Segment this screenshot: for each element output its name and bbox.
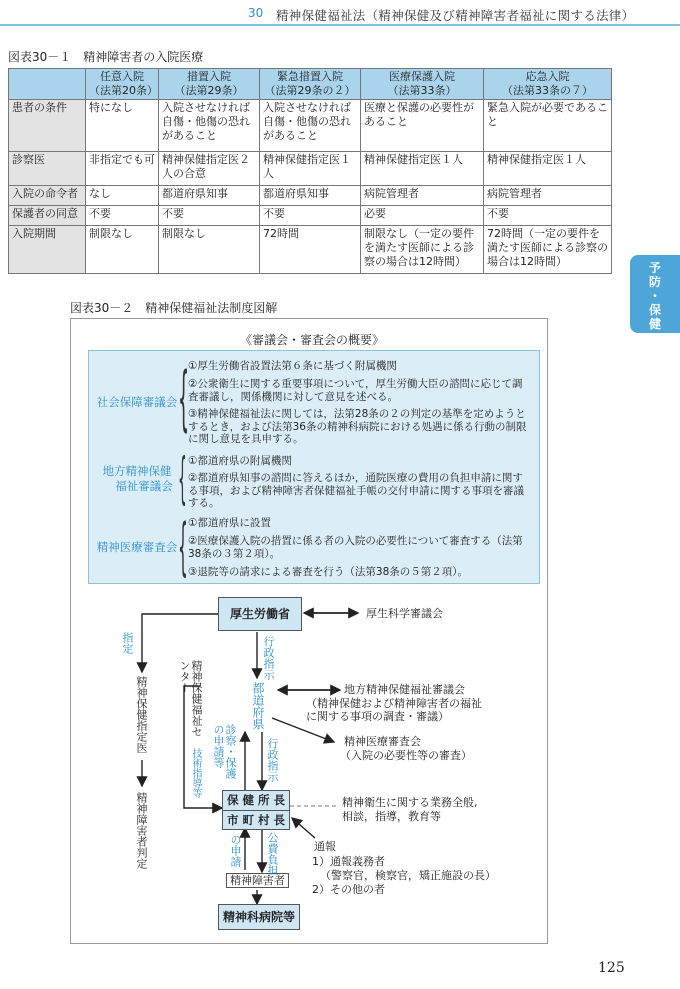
table-cell: 不要	[159, 206, 260, 226]
label-designation: 指定	[121, 632, 134, 654]
label-exam-request: 診察・保護の申請等	[212, 724, 237, 779]
council-item: ③精神保健福祉法に関しては，法第28条の２の判定の基準を定めようとするとき，および法第36条の精神科病院における処遇に係る行動の制限に関し意見を具申する。	[188, 408, 527, 445]
table-cell: 不要	[484, 206, 612, 226]
node-patient: 精神障害者	[226, 873, 289, 888]
node-hospital: 精神科病院等	[218, 904, 300, 930]
row-header: 診察医	[9, 152, 86, 186]
node-prefecture: 都道府県	[251, 682, 265, 730]
label-notice-1-detail: （警察官，検察官，矯正施設の長）	[320, 869, 496, 882]
table-cell: 非指定でも可	[86, 152, 159, 186]
label-judgment: 精神障害者判定	[135, 792, 148, 869]
chapter-title: 精神保健福祉法（精神保健及び精神障害者福祉に関する法律）	[276, 8, 635, 23]
label-science-council: 厚生科学審議会	[366, 607, 443, 620]
table-cell: 72時間	[260, 226, 361, 274]
label-admin-guidance-2: 行政指示	[266, 738, 279, 782]
brace-icon: {	[178, 446, 187, 510]
label-admin-guidance: 行政指示	[262, 636, 275, 680]
side-tab-char: 保	[648, 303, 661, 317]
table-cell: 制限なし	[159, 226, 260, 274]
node-health-center: 保 健 所 長	[226, 793, 285, 807]
table-cell: 入院させなければ自傷・他傷の恐れがあること	[260, 100, 361, 152]
council-name-social-security: 社会保障審議会	[96, 395, 178, 409]
label-public-cost: 公費負担	[266, 832, 279, 876]
council-name-local: 地方精神保健 福祉審議会	[102, 464, 173, 493]
label-review-board: 精神医療審査会	[344, 735, 421, 748]
label-mh-center: 精神保健福祉センター	[178, 660, 203, 737]
table-cell: 精神保健指定医１人	[361, 152, 484, 186]
label-local-council: 地方精神保健福祉審議会	[344, 683, 465, 696]
council-item: ②公衆衛生に関する重要事項について，厚生労働大臣の諮問に応じて調査審議し，関係機関に対して意見を述べる。	[188, 378, 523, 403]
label-notice-2: 2）その他の者	[312, 883, 385, 896]
council-item: ②医療保護入院の措置に係る者の入院の必要性について審査する（法第38条の３第２項）。	[188, 535, 523, 560]
figure-caption: 図表30－２ 精神保健福祉法制度図解	[70, 301, 278, 315]
row-header: 保護者の同意	[9, 206, 86, 226]
label-application: の申請	[229, 834, 242, 867]
table-cell: 病院管理者	[361, 186, 484, 206]
council-overview-title: 《審議会・審査会の概要》	[240, 333, 385, 347]
label-review-board-desc: （入院の必要性等の審査）	[340, 749, 472, 762]
row-header: 入院の命令者	[9, 186, 86, 206]
side-tab-char: 防	[648, 275, 661, 289]
node-health-center-municipality	[222, 790, 290, 830]
page-number: 125	[598, 960, 625, 976]
chapter-number: 30	[248, 6, 264, 20]
table-cell: 医療と保護の必要性があること	[361, 100, 484, 152]
label-designated-doctor: 精神保健指定医	[135, 676, 148, 753]
table-cell: 緊急入院が必要であること	[484, 100, 612, 152]
council-item: ①都道府県の附属機関	[188, 455, 292, 467]
label-local-council-desc: （精神保健および精神障害者の福祉に関する事項の調査・審議）	[306, 697, 482, 723]
column-header: 任意入院 （法第20条）	[86, 69, 159, 100]
table-cell: 必要	[361, 206, 484, 226]
table-cell: 精神保健指定医２人の合意	[159, 152, 260, 186]
column-header: 応急入院 （法第33条の７）	[484, 69, 612, 100]
node-mhlw: 厚生労働省	[218, 597, 302, 631]
node-municipality: 市 町 村 長	[223, 810, 289, 830]
council-item: ①厚生労働省設置法第６条に基づく附属機関	[188, 360, 397, 372]
side-tab-char: ・	[648, 289, 661, 303]
table-cell: 制限なし	[86, 226, 159, 274]
table-cell: 都道府県知事	[159, 186, 260, 206]
row-header: 入院期間	[9, 226, 86, 274]
column-header: 緊急措置入院 （法第29条の２）	[260, 69, 361, 100]
council-item: ②都道府県知事の諮問に答えるほか，通院医療の費用の負担申請に関する事項，および精神障害者保健福祉手帳の交付申請に関する事項を審議する。	[188, 472, 524, 509]
table-cell: 病院管理者	[484, 186, 612, 206]
brace-icon: {	[178, 357, 190, 439]
brace-icon: {	[178, 510, 188, 583]
table-cell: 制限なし（一定の要件を満たす医師による診察の場合は12時間）	[361, 226, 484, 274]
label-hc-duties-1: 精神衛生に関する業務全般,	[342, 796, 478, 809]
label-notice-title: 通報	[314, 840, 336, 853]
table-cell: 精神保健指定医１人	[484, 152, 612, 186]
table-caption: 図表30－１ 精神障害者の入院医療	[8, 50, 204, 64]
table-cell: 不要	[260, 206, 361, 226]
label-notice-1: 1）通報義務者	[312, 855, 385, 868]
column-header: 措置入院 （法第29条）	[159, 69, 260, 100]
table-cell: 72時間（一定の要件を満たす医師による診察の場合は12時間）	[484, 226, 612, 274]
table-cell: 不要	[86, 206, 159, 226]
table-cell: 入院させなければ自傷・他傷の恐れがあること	[159, 100, 260, 152]
side-tab-char: 健	[648, 317, 661, 331]
label-tech-guidance: 技術指導等	[190, 748, 201, 798]
label-hc-duties-2: 相談，指導，教育等	[342, 810, 441, 823]
council-item: ①都道府県に設置	[188, 517, 271, 529]
column-header: 医療保護入院 （法第33条）	[361, 69, 484, 100]
table-cell: なし	[86, 186, 159, 206]
table-cell: 特になし	[86, 100, 159, 152]
table-cell: 都道府県知事	[260, 186, 361, 206]
table-cell: 精神保健指定医１人	[260, 152, 361, 186]
side-tab-char: 予	[648, 261, 661, 275]
council-item: ③退院等の請求による審査を行う（法第38条の５第２項）。	[188, 566, 469, 578]
row-header: 患者の条件	[9, 100, 86, 152]
council-name-review-board: 精神医療審査会	[96, 540, 178, 554]
